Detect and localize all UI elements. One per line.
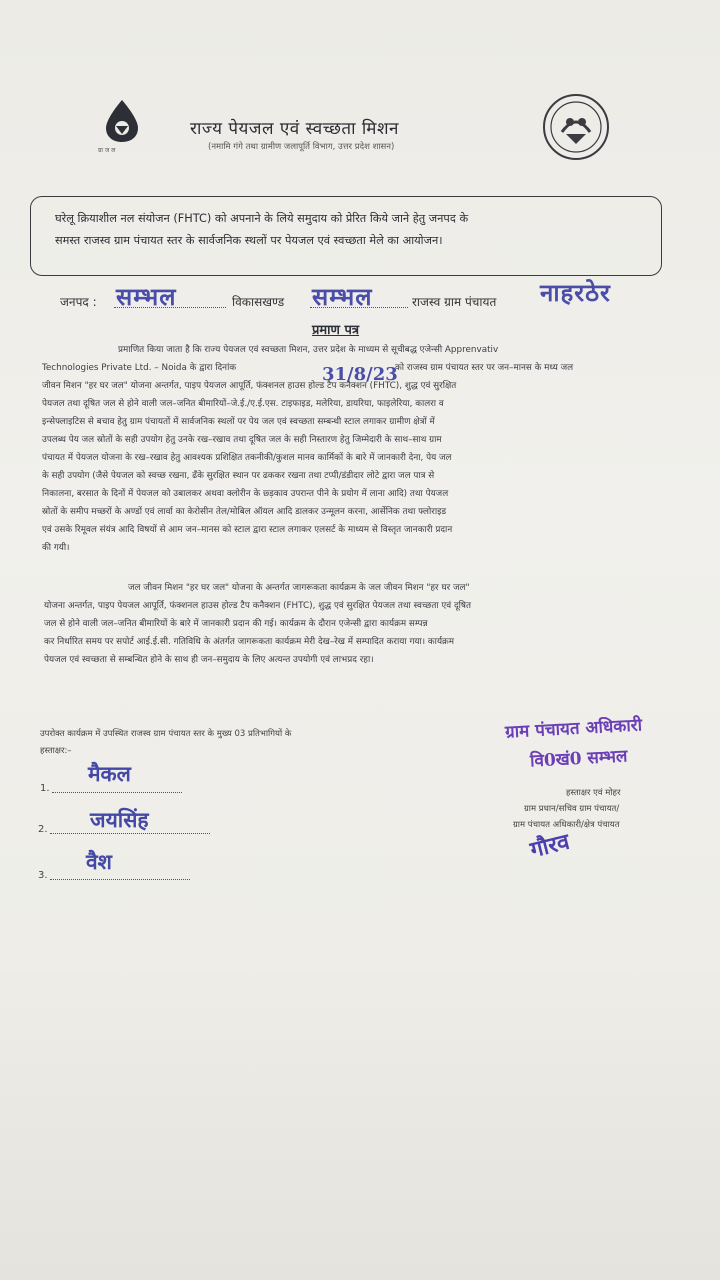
para1-line: पेयजल तथा दूषित जल से होने वाली जल–जनित बीमारियों–जे.ई./ए.ई.एस. टाइफाइड, मलेरिया, डायरिया, फाइलेरिया, कालरा व [42,399,444,409]
para1-line: की गयी। [42,543,70,553]
participant-number: 3. [38,870,48,881]
page-subtitle: (नमामि गंगे तथा ग्रामीण जलापूर्ति विभाग, उत्तर प्रदेश शासन) [208,142,395,152]
para2-line: कर निर्धारित समय पर सपोर्ट आई.ई.सी. गतिविधि के अंतर्गत जागरूकता कार्यक्रम मेरी देख–रेख में सम्पादित कराया गया। कार्यक्रम [44,637,455,647]
district-label: जनपद : [60,295,97,309]
para1-line: को राजस्व ग्राम पंचायत स्तर पर जन–मानस के मध्य जल [395,363,574,373]
block-value: सम्भल [312,282,373,311]
village-value: नाहरठेर [540,278,611,307]
para1-line: इन्सेफ्लाइटिस से बचाव हेतु ग्राम पंचायतों में सार्वजनिक स्थलों पर पेय जल एवं स्वच्छता सम्बन्धी स्टाल लगाकर ग्रामीण क्षेत्रों में [42,417,435,427]
para1-line: प्रमाणित किया जाता है कि राज्य पेयजल एवं स्वच्छता मिशन, उत्तर प्रदेश के माध्यम से सूचीबद्ध एजेन्सी Apprenvativ [118,345,499,355]
para1-line: स्रोतों के समीप मच्छरों के अण्डों एवं लार्वा का केरोसीन तेल/मोबिल ऑयल आदि डालकर उन्मूलन करना, आर्सेनिक तथा फ्लोराइड [42,507,447,517]
officer-signature: गौरव [527,828,573,864]
banner-line-2: समस्त राजस्व ग्राम पंचायत स्तर के सार्वजनिक स्थलों पर पेयजल एवं स्वच्छता मेले का आयोजन। [55,234,443,247]
banner-line-1: घरेलू क्रियाशील नल संयोजन (FHTC) को अपनाने के लिये समुदाय को प्रेरित किये जाने हेतु जनपद के [55,212,469,225]
para1-line: पंचायत में पेयजल योजना के रख–रखाव हेतु आवश्यक प्रशिक्षित तकनीकी/कुशल मानव कार्मिकों के बारे में जानकारी देना, पेय जल [42,453,452,463]
page-title: राज्य पेयजल एवं स्वच्छता मिशन [190,119,399,139]
para1-line: के सही उपयोग (जैसे पेयजल को स्वच्छ रखना, ढँके सुरक्षित स्थान पर ढककर रखना तथा टप्पी/डंडीदार लोटे द्वारा जल पात्र से [42,471,435,481]
participants-intro: उपरोक्त कार्यक्रम में उपस्थित राजस्व ग्राम पंचायत स्तर के मुख्य 03 प्रतिभागियों के [40,729,292,739]
para2-line: जल से होने वाली जल–जनित बीमारियों के बारे में जानकारी प्रदान की गई। कार्यक्रम के दौरान एजेन्सी द्वारा कार्यक्रम सम्पन्न [44,619,428,629]
district-value: सम्भल [116,282,177,311]
para1-line: Technologies Private Ltd. – Noida के द्वारा दिनांक [42,363,237,373]
village-label: राजस्व ग्राम पंचायत [412,295,497,309]
para1-line: उपलब्ध पेय जल स्रोतों के सही उपयोग हेतु उनके रख–रखाव तथा दूषित जल के सही निस्तारण हेतु जिम्मेदारी के साथ–साथ ग्राम [42,435,442,445]
certificate-heading: प्रमाण पत्र [312,323,360,338]
participant-number: 2. [38,824,48,835]
para2-line: जल जीवन मिशन "हर घर जल" योजना के अन्तर्गत जागरूकता कार्यक्रम के जल जीवन मिशन "हर घर जल" [128,583,470,593]
sign-caption-3: ग्राम पंचायत अधिकारी/क्षेत्र पंचायत [513,820,620,830]
block-label: विकासखण्ड [232,295,285,309]
official-stamp-line-1: ग्राम पंचायत अधिकारी [504,715,643,743]
para1-line: एवं उसके रिमूवल संयंत्र आदि विषयों से आम जन–मानस को स्टाल द्वारा स्टाल लगाकर एलसर्ट के माध्यम से विस्तृत जानकारी प्रदान [42,525,453,535]
sign-caption-1: हस्ताक्षर एवं मोहर [566,788,621,798]
event-date: 31/8/23 [322,364,398,385]
para1-line: निकालना, बरसात के दिनों में पेयजल को उबालकर अथवा क्लोरीन के छ्ड़काव उपरान्त पीने के प्रयोग में लाना आदि) तथा पेयजल [42,489,449,499]
logo-caption: ग्रा ज ल [98,147,116,154]
participant-signature: मैकल [88,761,131,786]
participant-number: 1. [40,783,50,794]
para1-line: जीवन मिशन "हर घर जल" योजना अन्तर्गत, पाइप पेयजल आपूर्ति, फंक्शनल हाउस होल्ड टैप कनैक्शन (FHTC), शुद्ध एवं सुरक्षित [42,381,457,391]
sign-caption-2: ग्राम प्रधान/सचिव ग्राम पंचायत/ [524,804,620,814]
para2-line: योजना अन्तर्गत, पाइप पेयजल आपूर्ति, फंक्शनल हाउस होल्ड टैप कनैक्शन (FHTC), शुद्ध एवं सुरक्षित पेयजल तथा स्वच्छता एवं दूषित [44,601,472,611]
participant-signature: जयसिंह [90,807,149,832]
participants-intro-2: हस्ताक्षर:– [40,746,72,756]
para2-line: पेयजल एवं स्वच्छता से सम्बन्धित होने के साथ ही जन–समुदाय के लिए अत्यन्त उपयोगी एवं लाभप्रद रहा। [44,655,374,665]
participant-signature: वैश [86,849,112,874]
official-stamp-line-2: वि0खं0 सम्भल [529,746,628,772]
